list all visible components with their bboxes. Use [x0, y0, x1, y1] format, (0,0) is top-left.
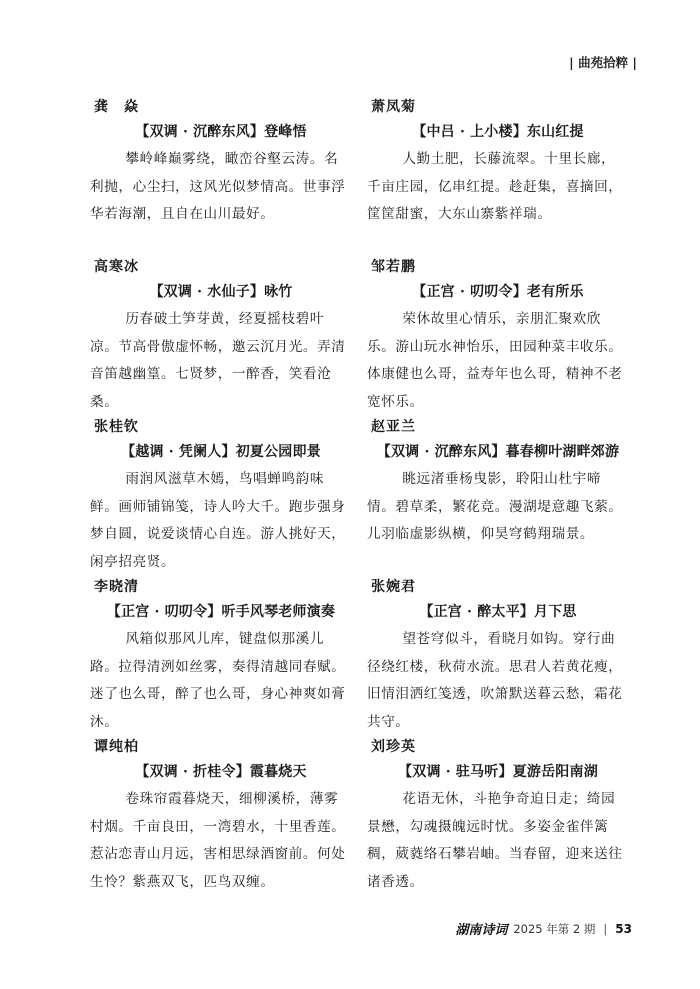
- poem: [367, 416, 629, 576]
- poem-text: 历春破土笋芽黄，经夏摇枝碧叶凉。节高骨傲虚怀畅，邀云沉月光。弄清音笛越幽篁。七贤梦，一醉香，笑看沧桑。: [90, 311, 346, 410]
- poem-text: 风箱似那风儿库，键盘似那溪儿路。拉得清洌如丝雾，奏得清越同春赋。迷了也么哥，醉了也么哥，身心神爽如膏沐。: [90, 631, 346, 730]
- poem: [90, 256, 352, 416]
- poem-author: 刘珍英: [371, 739, 416, 755]
- poem-text: 人勤土肥，长藤流翠。十里长廊，千亩庄园，亿串红提。趁赶集，喜摘回，筐筐甜蜜，大东山寨紫祥瑞。: [367, 151, 623, 222]
- poem-author: 龚 焱: [94, 99, 139, 115]
- poem-author: 赵亚兰: [371, 419, 416, 435]
- poem: [367, 96, 629, 256]
- poem-author: 邹若鹏: [371, 259, 416, 275]
- poem: [90, 96, 352, 256]
- poem-title: 【正宫 · 醉太平】月下思: [419, 604, 577, 620]
- section-tag: | 曲苑拾粹 |: [569, 55, 637, 70]
- poem-text: 雨润风滋草木嫣，鸟唱蝉鸣韵味鲜。画师铺锦笺，诗人吟大千。跑步强身梦自圆，说爱谈情心自连。游人挑好天，闲亭招亮贤。: [90, 471, 346, 570]
- journal-logo: 湖南诗词: [455, 923, 508, 938]
- left-column: [90, 96, 352, 896]
- poem: [90, 576, 352, 736]
- poem-text: 卷珠帘霞暮烧天，细柳溪桥，薄雾村烟。千亩良田，一湾碧水，十里香莲。惹沾恋青山月远，害相思绿酒窗前。何处生怜？紫燕双飞，匹鸟双缠。: [90, 791, 346, 890]
- poem-text: 眺远渚垂杨曳影，聆阳山杜宇啼情。碧草柔，繁花竞。漫湖堤意趣飞萦。儿羽临虚影纵横，仰昊穹鹤翔瑞景。: [367, 471, 623, 542]
- footer-divider: |: [603, 921, 608, 936]
- poem-title: 【双调 · 驻马听】夏游岳阳南湖: [398, 764, 598, 780]
- poem-author: 张婉君: [371, 579, 416, 595]
- poem-text: 花语无休，斗艳争奇迫日走；绮园景懋，勾魂摄魄远时忧。多姿金雀伴篱稠，葳蕤络石攀岩岫。当春留，迎来送往诸香透。: [367, 791, 623, 890]
- poem-text: 望苍穹似斗，看晓月如钩。穿行曲径绕红楼，秋荷水流。思君人若黄花瘦，旧情泪洒红笺透，吹箫默送暮云愁，霜花共守。: [367, 631, 623, 730]
- poem: [367, 576, 629, 736]
- poem-title: 【正宫 · 叨叨令】听手风琴老师演奏: [106, 604, 336, 620]
- right-column: [367, 96, 629, 896]
- poem: [367, 736, 629, 896]
- page-footer: [455, 919, 632, 938]
- poem: [90, 736, 352, 896]
- poem-text: 荣休故里心情乐，亲朋汇聚欢欣乐。游山玩水神怡乐，田园种菜丰收乐。体康健也么哥，益寿年也么哥，精神不老宽怀乐。: [367, 311, 623, 410]
- poem-author: 李晓清: [94, 579, 139, 595]
- poem-author: 谭纯柏: [94, 739, 139, 755]
- poem-title: 【越调 · 凭阑人】初夏公园即景: [121, 444, 321, 460]
- poem: [90, 416, 352, 576]
- poem-text: 攀岭峰巅雾绕，瞰峦谷壑云涛。名利抛，心尘扫，这风光似梦情高。世事浮华若海潮，且自在山川最好。: [90, 151, 346, 222]
- poem-title: 【正宫 · 叨叨令】老有所乐: [412, 284, 584, 300]
- issue-label: 2025 年第 2 期: [513, 921, 596, 936]
- poem-author: 高寒冰: [94, 259, 139, 275]
- poem-title: 【双调 · 沉醉东风】暮春柳叶湖畔郊游: [376, 444, 620, 460]
- poem-author: 张桂钦: [94, 419, 139, 435]
- poem-title: 【双调 · 折桂令】霞暮烧天: [135, 764, 307, 780]
- page-number: 53: [615, 921, 632, 936]
- poem-title: 【双调 · 水仙子】咏竹: [149, 284, 293, 300]
- poem-title: 【双调 · 沉醉东风】登峰悟: [135, 124, 307, 140]
- poem-author: 萧凤菊: [371, 99, 416, 115]
- poem: [367, 256, 629, 416]
- poem-title: 【中吕 · 上小楼】东山红提: [412, 124, 584, 140]
